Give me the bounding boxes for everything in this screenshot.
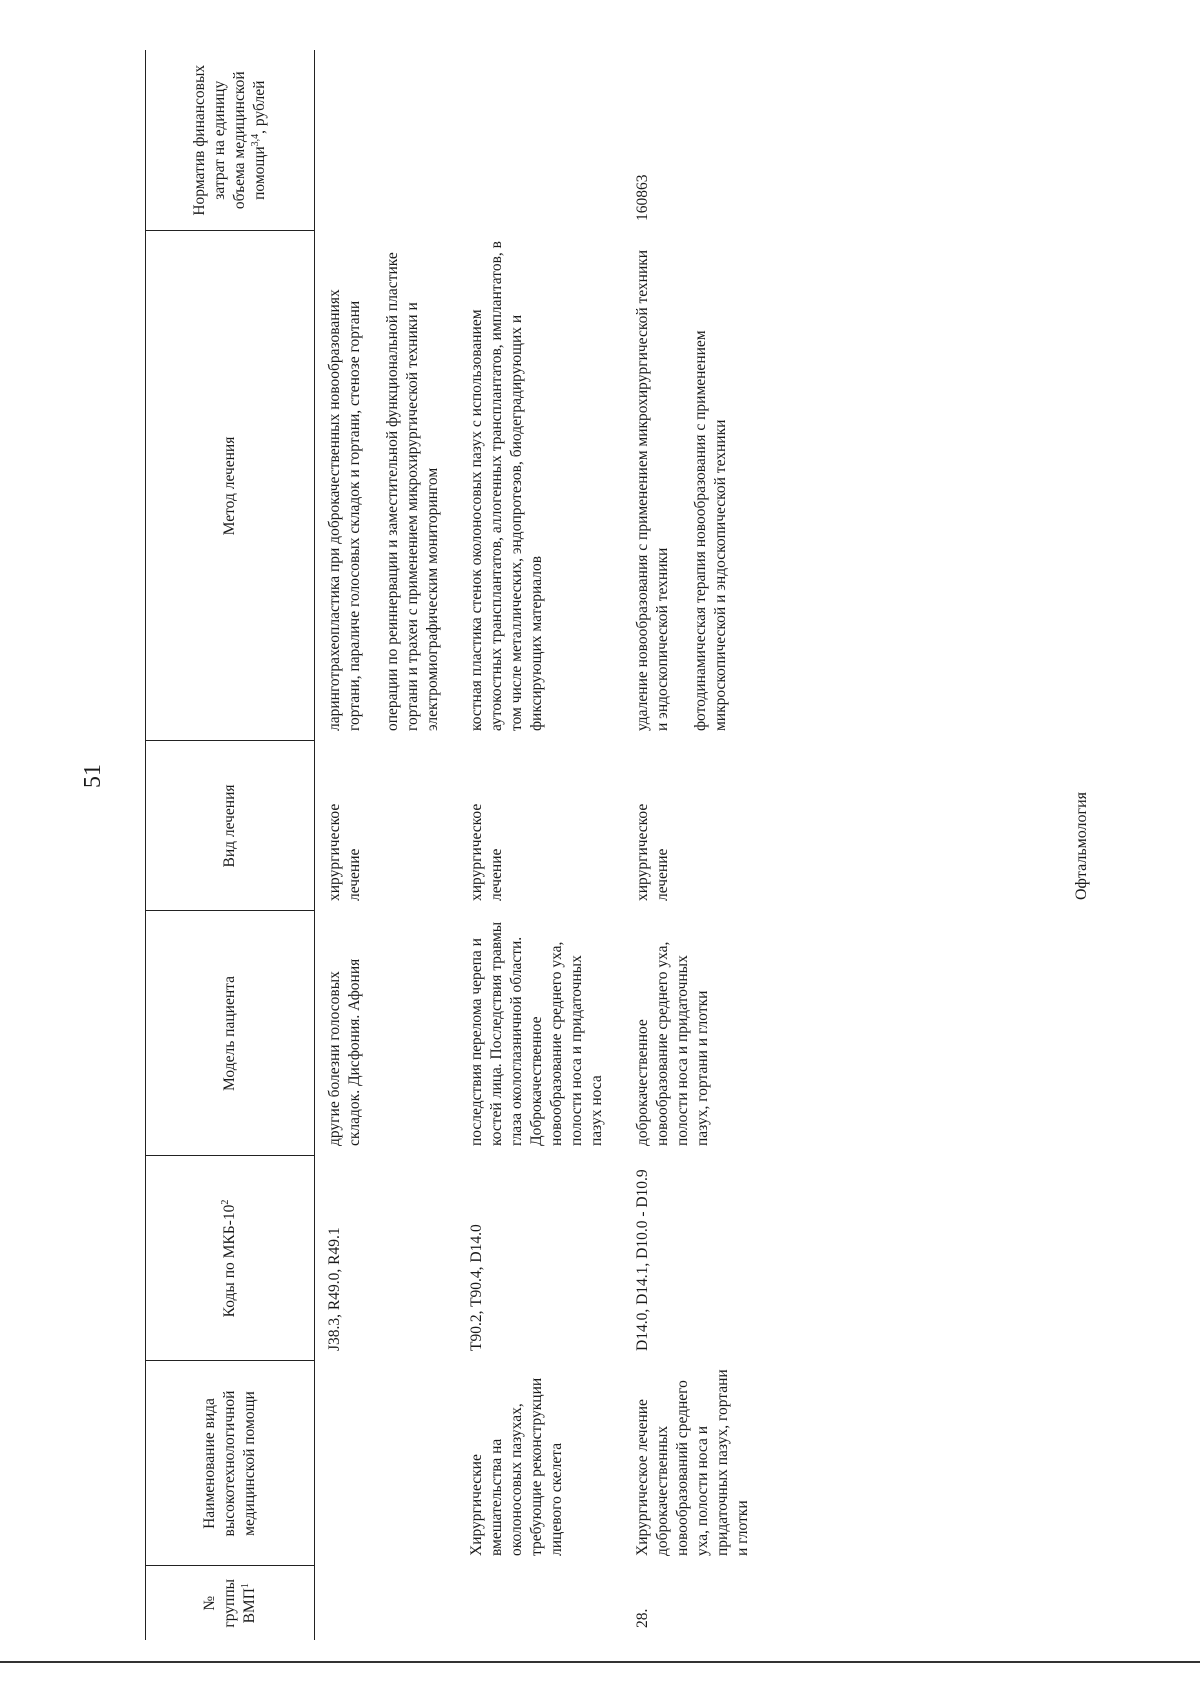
header-group-no: № группы ВМП$^1$ [146, 1566, 315, 1640]
cell-treatment-type: хирургическое лечение [468, 803, 505, 901]
cell-cost: 160863 [634, 174, 651, 221]
cell-group-no [315, 1566, 462, 1640]
cell-treatment-type: хирургическое лечение [326, 803, 363, 901]
cell-patient-model: другие болезни голосовых складок. Дисфония. Афония [326, 958, 363, 1146]
table-header-row [146, 50, 315, 1640]
method-text: костная пластика стенок околоносовых пазух с использованием аутокостных трансплантатов, аллогенных трансплантатов, имплантатов, в том числе металлических, эндопротезов, биодеградирующих и фиксирующих материалов [468, 241, 545, 731]
table-row [625, 50, 753, 1640]
header-patient-model: Модель пациента [146, 911, 315, 1156]
cell-vmp-name [315, 1361, 462, 1566]
cell-treatment-method [625, 231, 753, 741]
method-text: фотодинамическая терапия новообразования с применением микроскопической и эндоскопической техники [692, 330, 729, 731]
cell-vmp-name: Хирургическое лечение доброкачественных новообразований среднего уха, полости носа и придаточных пазух, гортани и глотки [634, 1369, 751, 1556]
cell-treatment-method [461, 231, 625, 741]
header-treatment-type: Вид лечения [146, 741, 315, 911]
header-vmp-name: Наименование вида высокотехнологичной медицинской помощи [146, 1361, 315, 1566]
table-row [461, 50, 625, 1640]
page-number: 51 [80, 764, 106, 788]
header-cost-norm: Норматив финансовых затрат на единицу объема медицинской помощи$^{3,4}$, рублей [146, 50, 315, 231]
cell-icd-codes: T90.2, T90.4, D14.0 [468, 1224, 485, 1351]
method-text: удаление новообразования с применением микрохирургической техники и эндоскопической техники [634, 249, 671, 731]
cell-group-no: 28. [634, 1608, 651, 1628]
cell-icd-codes: J38.3, R49.0, R49.1 [326, 1227, 343, 1351]
cell-group-no [461, 1566, 625, 1640]
vmp-table-container [145, 50, 1075, 1640]
cell-treatment-method [315, 231, 462, 741]
cell-vmp-name: Хирургические вмешательства на околоносовых пазухах, требующие реконструкции лицевого скелета [468, 1377, 565, 1556]
section-label: Офтальмология [1073, 792, 1090, 901]
header-treatment-method: Метод лечения [146, 231, 315, 741]
method-text: операции по реиннервации и заместительной функциональной пластике гортани и трахеи с применением микрохирургической техники и электромиографическим мониторингом [384, 252, 441, 731]
cell-patient-model: доброкачественное новообразование среднего уха, полости носа и придаточных пазух, гортани и глотки [634, 941, 711, 1146]
table-row [315, 50, 462, 1640]
page-bottom-rule [0, 1661, 1200, 1663]
cell-treatment-type: хирургическое лечение [634, 803, 671, 901]
cell-cost [461, 50, 625, 231]
cell-cost [315, 50, 462, 231]
cell-patient-model: последствия перелома черепа и костей лица. Последствия травмы глаза окологлазничной области. Доброкачественное новообразование среднего уха, полости носа и придаточных пазух носа [468, 921, 605, 1146]
cell-icd-codes: D14.0, D14.1, D10.0 - D10.9 [634, 1169, 651, 1351]
method-text: ларинготрахеопластика при доброкачественных новообразованиях гортани, параличе голосовых складок и гортани, стенозе гортани [326, 289, 363, 731]
header-icd-codes: Коды по МКБ-$10^2$ [146, 1156, 315, 1361]
vmp-table [145, 50, 753, 1640]
